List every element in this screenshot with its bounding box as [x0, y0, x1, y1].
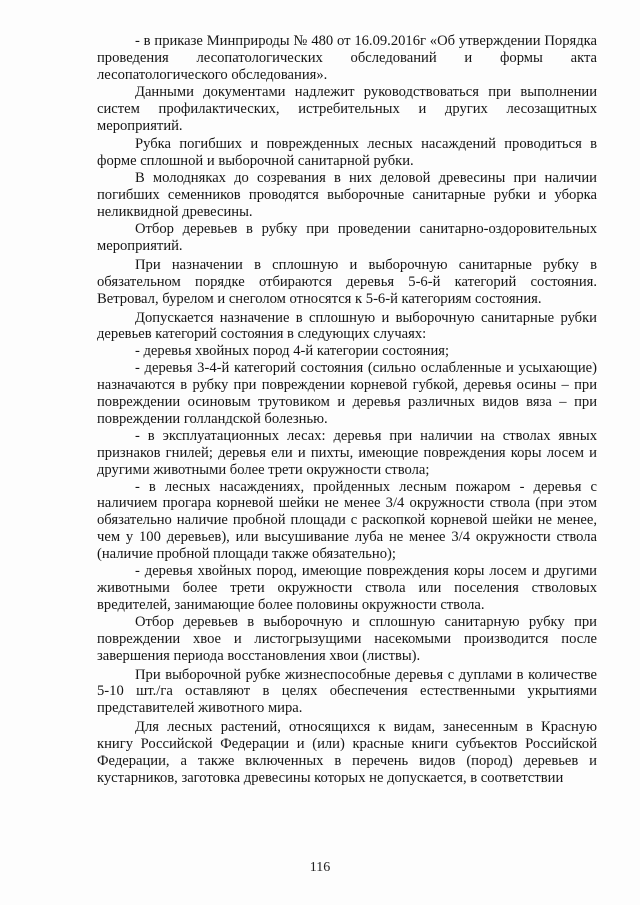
page-number: 116 — [309, 860, 331, 875]
paragraph-red-book-plants: Для лесных растений, относящихся к видам, занесенным в Красную книгу Российской Федерации и (или) красные книги субъектов Российской Федерации, а также включенных в перечень видов (пород) деревьев и кустарников, заготовка древесины которых не допускается, в соответствии — [97, 719, 597, 786]
paragraph-tree-selection-heading: Отбор деревьев в рубку при проведении санитарно-оздоровительных мероприятий. — [97, 220, 597, 254]
paragraph-insect-damage: Отбор деревьев в выборочную и сплошную санитарную рубку при повреждении хвое и листогрызущими насекомыми производится после завершения периода восстановления хвои (листвы). — [97, 613, 597, 664]
document-body — [97, 33, 597, 787]
paragraph-order-reference: - в приказе Минприроды № 480 от 16.09.2016г «Об утверждении Порядка проведения лесопатологических обследований и формы акта лесопатологического обследования». — [97, 33, 597, 83]
paragraph-felling-forms: Рубка погибших и поврежденных лесных насаждений проводиться в форме сплошной и выборочной санитарной рубки. — [97, 136, 597, 170]
list-item-fire-damage: - в лесных насаждениях, пройденных лесным пожаром - деревья с наличием прогара корневой шейки не менее 3/4 окружности ствола (при этом обязательно наличие пробной площади с раскопкой корневой шейки не менее, чем у 100 деревьев), или высушивание луба не менее 3/4 окружности ствола (наличие пробной площади также обязательно); — [97, 478, 597, 563]
list-item-category-3-4: - деревья 3-4-й категорий состояния (сильно ослабленные и усыхающие) назначаются в рубку при повреждении корневой губкой, деревья осины – при повреждении осиновым трутовиком и деревья различных видов вяза – при повреждении голландской болезнью. — [97, 360, 597, 427]
paragraph-hollow-trees: При выборочной рубке жизнеспособные деревья с дуплами в количестве 5-10 шт./га оставляют в целях обеспечения естественными укрытиями представителей животного мира. — [97, 666, 597, 717]
paragraph-young-stands: В молодняках до созревания в них деловой древесины при наличии погибших семенников проводятся выборочные санитарные рубки и уборка неликвидной древесины. — [97, 170, 597, 221]
paragraph-mandatory-categories: При назначении в сплошную и выборочную санитарные рубку в обязательном порядке отбираются деревья 5-6-й категорий состояния. Ветровал, бурелом и снеголом относятся к 5-6-й категориям состояния. — [97, 256, 597, 307]
paragraph-allowed-cases: Допускается назначение в сплошную и выборочную санитарные рубки деревьев категорий состояния в следующих случаях: — [97, 309, 597, 343]
list-item-conifer-bark-damage: - деревья хвойных пород, имеющие повреждения коры лосем и другими животными более трети окружности ствола или поселения стволовых вредителей, занимающие более половины окружности ствола. — [97, 563, 597, 613]
paragraph-documents-guidance: Данными документами надлежит руководствоваться при выполнении систем профилактических, истребительных и других лесозащитных мероприятий. — [97, 83, 597, 134]
list-item-conifers: - деревья хвойных пород 4-й категории состояния; — [135, 343, 450, 360]
list-item-exploitation-forests: - в эксплуатационных лесах: деревья при наличии на стволах явных признаков гнилей; деревья ели и пихты, имеющие повреждения коры лосем и другими животными более трети окружности ствола; — [97, 427, 597, 478]
